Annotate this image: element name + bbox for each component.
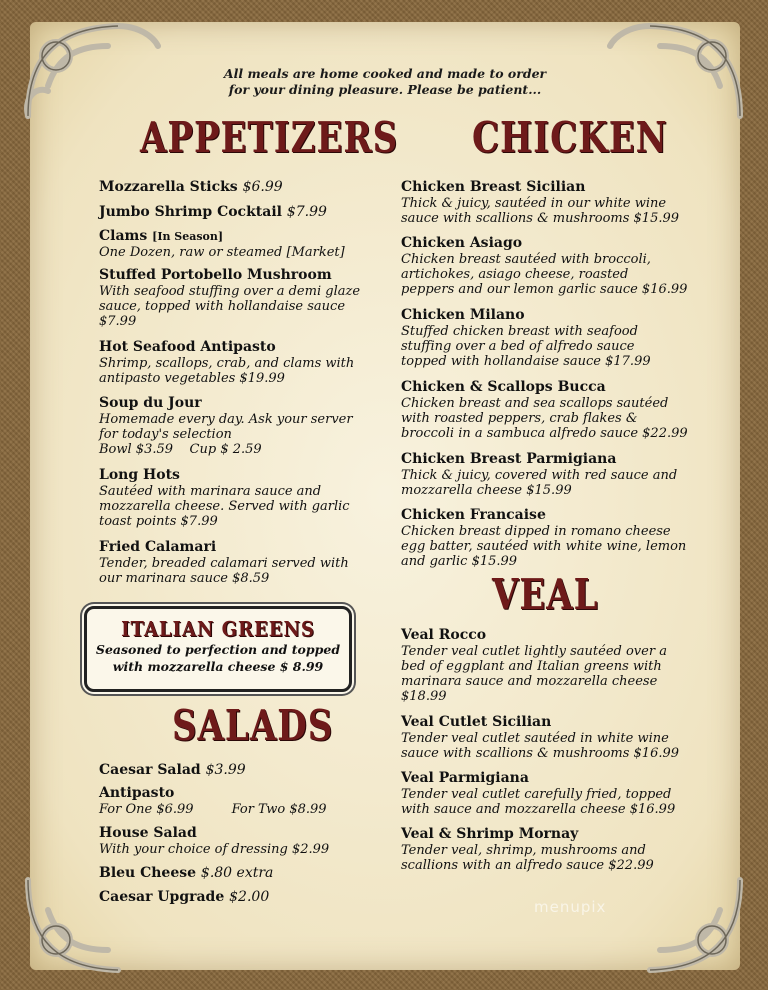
item-desc: stuffing over a bed of alfredo sauce bbox=[401, 339, 635, 354]
item-desc: $7.99 bbox=[99, 314, 137, 329]
item-desc: toast points $7.99 bbox=[99, 514, 218, 529]
intro-line: All meals are home cooked and made to order bbox=[223, 66, 547, 81]
item-desc: sauce with scallions & mushrooms $16.99 bbox=[401, 746, 680, 761]
item-desc: Chicken breast sautéed with broccoli, bbox=[401, 252, 651, 267]
item-desc: Tender, breaded calamari served with bbox=[99, 556, 349, 571]
item-name: Clams bbox=[99, 228, 148, 244]
item-desc: Thick & juicy, sautéed in our white wine bbox=[401, 196, 667, 211]
menu-item bbox=[401, 307, 651, 369]
item-desc: Chicken breast dipped in romano cheese bbox=[401, 524, 671, 539]
item-name: Veal Parmigiana bbox=[401, 770, 529, 786]
item-price: $2.00 bbox=[229, 889, 270, 905]
item-desc: our marinara sauce $8.59 bbox=[99, 571, 270, 586]
item-desc: mozzarella cheese $15.99 bbox=[401, 483, 572, 498]
item-desc: Chicken breast and sea scallops sautéed bbox=[401, 396, 669, 411]
item-price: $3.99 bbox=[205, 762, 246, 778]
intro-line: for your dining pleasure. Please be patient... bbox=[228, 82, 542, 97]
item-desc: with mozzarella cheese $ 8.99 bbox=[112, 659, 324, 674]
item-desc: marinara sauce and mozzarella cheese bbox=[401, 674, 658, 689]
item-name: Mozzarella Sticks bbox=[99, 179, 238, 195]
item-desc: Seasoned to perfection and topped bbox=[95, 642, 341, 657]
item-desc: Bowl $3.59 Cup $ 2.59 bbox=[99, 442, 262, 457]
menu-item bbox=[401, 770, 675, 817]
item-name: Veal Cutlet Sicilian bbox=[401, 714, 552, 730]
menu-item bbox=[401, 179, 679, 226]
chicken-title: CHICKEN bbox=[472, 113, 668, 163]
item-desc: mozzarella cheese. Served with garlic bbox=[99, 499, 350, 514]
item-name: Chicken & Scallops Bucca bbox=[401, 379, 606, 395]
menu-item bbox=[401, 826, 654, 873]
item-desc: scallions with an alfredo sauce $22.99 bbox=[401, 858, 654, 873]
menu-item bbox=[401, 627, 667, 704]
menu-item bbox=[99, 204, 327, 221]
item-desc: With seafood stuffing over a demi glaze bbox=[99, 284, 361, 299]
item-name: Chicken Asiago bbox=[401, 235, 523, 251]
item-desc: topped with hollandaise sauce $17.99 bbox=[401, 354, 651, 369]
item-desc: Sautéed with marinara sauce and bbox=[99, 484, 322, 499]
item-note: [In Season] bbox=[152, 230, 224, 243]
intro-text bbox=[200, 66, 570, 98]
item-desc: antipasto vegetables $19.99 bbox=[99, 371, 285, 386]
menu-item bbox=[401, 235, 687, 297]
item-name: Bleu Cheese bbox=[99, 865, 197, 881]
menu-item bbox=[99, 395, 353, 457]
item-desc: Tender veal cutlet carefully fried, topped bbox=[401, 787, 672, 802]
item-name: Chicken Breast Parmigiana bbox=[401, 451, 617, 467]
menu-item bbox=[99, 539, 349, 586]
item-desc: For Two $8.99 bbox=[231, 802, 327, 817]
item-name: House Salad bbox=[99, 825, 197, 841]
item-name: Antipasto bbox=[99, 785, 175, 801]
menu-item bbox=[401, 451, 677, 498]
item-desc: bed of eggplant and Italian greens with bbox=[401, 659, 662, 674]
item-price: $6.99 bbox=[242, 179, 283, 195]
item-desc: sauce, topped with hollandaise sauce bbox=[99, 299, 346, 314]
item-name: Chicken Breast Sicilian bbox=[401, 179, 586, 195]
corner-ornament-icon bbox=[600, 870, 750, 980]
item-desc: Stuffed chicken breast with seafood bbox=[401, 324, 638, 339]
item-name: Jumbo Shrimp Cocktail bbox=[99, 204, 282, 220]
item-desc: With your choice of dressing $2.99 bbox=[99, 842, 330, 857]
item-price: $7.99 bbox=[286, 204, 327, 220]
corner-ornament-icon bbox=[18, 870, 168, 980]
menu-item bbox=[99, 825, 329, 857]
corner-ornament-icon bbox=[18, 16, 168, 126]
menu-item bbox=[99, 762, 246, 779]
item-name: Veal & Shrimp Mornay bbox=[401, 826, 579, 842]
item-desc: One Dozen, raw or steamed [Market] bbox=[99, 245, 345, 260]
menu-item bbox=[99, 467, 350, 529]
item-desc: artichokes, asiago cheese, roasted bbox=[401, 267, 629, 282]
italian-greens-box bbox=[84, 606, 352, 692]
item-desc: peppers and our lemon garlic sauce $16.99 bbox=[401, 282, 688, 297]
menu-item bbox=[99, 267, 360, 329]
menu-item bbox=[99, 889, 269, 906]
item-desc: For One $6.99 bbox=[99, 802, 194, 817]
item-desc: egg batter, sautéed with white wine, lemon bbox=[401, 539, 687, 554]
item-desc: $18.99 bbox=[401, 689, 447, 704]
watermark: menupix bbox=[534, 898, 607, 916]
italian-greens-title: ITALIAN GREENS bbox=[121, 617, 315, 642]
item-name: Stuffed Portobello Mushroom bbox=[99, 267, 332, 283]
item-desc: and garlic $15.99 bbox=[401, 554, 518, 569]
corner-ornament-icon bbox=[600, 16, 750, 126]
item-desc: Tender veal cutlet sautéed in white wine bbox=[401, 731, 669, 746]
item-desc: broccoli in a sambuca alfredo sauce $22.99 bbox=[401, 426, 688, 441]
item-desc: Tender veal, shrimp, mushrooms and bbox=[401, 843, 646, 858]
item-name: Fried Calamari bbox=[99, 539, 217, 555]
item-desc: sauce with scallions & mushrooms $15.99 bbox=[401, 211, 680, 226]
item-desc: with roasted peppers, crab flakes & bbox=[401, 411, 638, 426]
item-name: Veal Rocco bbox=[401, 627, 487, 643]
item-desc: with sauce and mozzarella cheese $16.99 bbox=[401, 802, 676, 817]
veal-title: VEAL bbox=[492, 570, 599, 620]
menu-item bbox=[99, 339, 354, 386]
menu-item bbox=[99, 179, 283, 196]
menu-item bbox=[99, 228, 345, 260]
item-desc: Shrimp, scallops, crab, and clams with bbox=[99, 356, 355, 371]
menu-item bbox=[401, 379, 688, 441]
menu-item bbox=[99, 785, 327, 817]
menu-item bbox=[401, 714, 679, 761]
item-desc: Thick & juicy, covered with red sauce and bbox=[401, 468, 678, 483]
item-name: Hot Seafood Antipasto bbox=[99, 339, 276, 355]
item-name: Chicken Francaise bbox=[401, 507, 546, 523]
item-name: Soup du Jour bbox=[99, 395, 202, 411]
menu-item bbox=[99, 865, 273, 882]
item-name: Long Hots bbox=[99, 467, 180, 483]
appetizers-title: APPETIZERS bbox=[140, 113, 399, 163]
item-name: Caesar Upgrade bbox=[99, 889, 225, 905]
menu-item bbox=[401, 507, 686, 569]
item-desc: Homemade every day. Ask your server bbox=[99, 412, 353, 427]
salads-title: SALADS bbox=[172, 701, 334, 751]
item-price: $.80 extra bbox=[200, 865, 274, 881]
item-desc: for today's selection bbox=[99, 427, 232, 442]
item-name: Chicken Milano bbox=[401, 307, 525, 323]
item-name: Caesar Salad bbox=[99, 762, 201, 778]
item-desc: Tender veal cutlet lightly sautéed over a bbox=[401, 644, 667, 659]
